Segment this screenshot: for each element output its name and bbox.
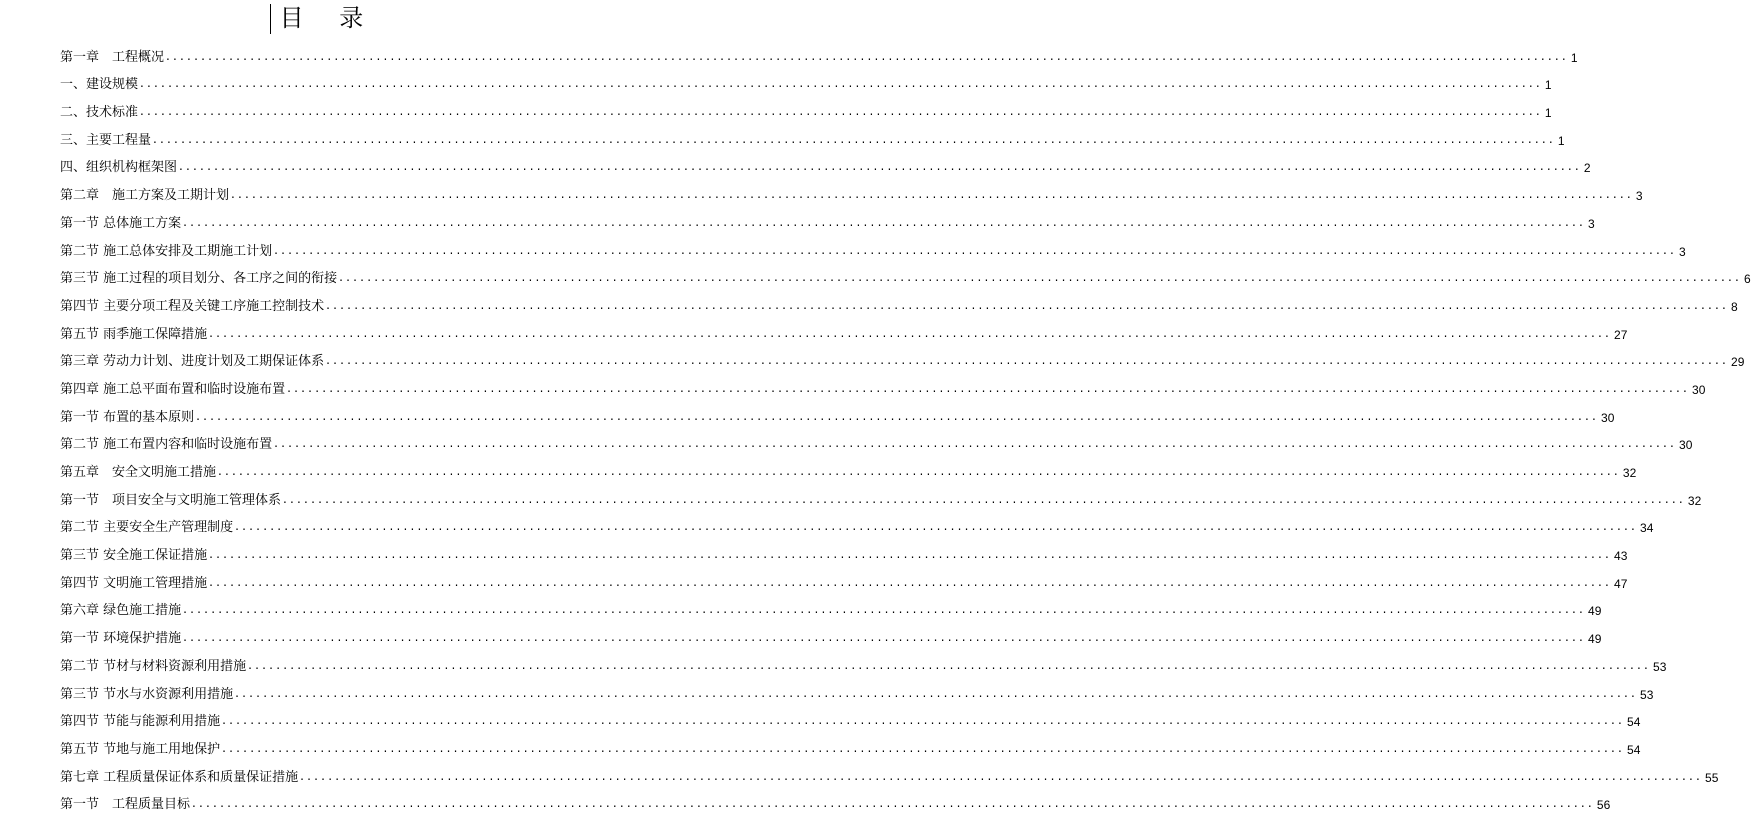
toc-entry-label: 二、技术标准 (60, 105, 139, 121)
toc-entry-label: 第四章 施工总平面布置和临时设施布置 (60, 381, 286, 397)
toc-entry-label: 第四节 节能与能源利用措施 (60, 714, 221, 730)
toc-entry-page-number: 49 (1588, 604, 1602, 619)
toc-entry[interactable] (60, 509, 1654, 537)
toc-entry-page-number: 43 (1614, 549, 1628, 564)
toc-dot-leader: ........................................................................................................................................................................................................ (339, 270, 1743, 285)
toc-entry[interactable] (60, 370, 1706, 398)
toc-entry[interactable] (60, 786, 1611, 814)
toc-dot-leader: ........................................................................................................................................................................................................ (287, 380, 1691, 395)
toc-dot-leader: ........................................................................................................................................................................................................ (248, 657, 1652, 672)
toc-entry[interactable] (60, 592, 1602, 620)
toc-dot-leader: ........................................................................................................................................................................................................ (326, 353, 1730, 368)
toc-dot-leader: ........................................................................................................................................................................................................ (196, 408, 1600, 423)
toc-entry-label: 第四节 文明施工管理措施 (60, 575, 208, 591)
toc-dot-leader: ........................................................................................................................................................................................................ (235, 685, 1639, 700)
toc-entry-label: 第五节 节地与施工用地保护 (60, 741, 221, 757)
table-of-contents (60, 38, 1751, 813)
toc-entry[interactable] (60, 703, 1641, 731)
toc-entry-page-number: 30 (1601, 410, 1615, 425)
page-title: 目 录 (279, 4, 378, 32)
toc-entry-page-number: 30 (1679, 438, 1693, 453)
toc-entry-page-number: 27 (1614, 327, 1628, 342)
toc-entry-label: 第二节 施工总体安排及工期施工计划 (60, 243, 273, 259)
toc-dot-leader: ........................................................................................................................................................................................................ (183, 214, 1587, 229)
toc-dot-leader: ........................................................................................................................................................................................................ (209, 325, 1613, 340)
toc-dot-leader: ........................................................................................................................................................................................................ (209, 547, 1613, 562)
toc-entry-label: 第二章 施工方案及工期计划 (60, 188, 230, 204)
toc-entry[interactable] (60, 121, 1565, 149)
toc-entry-page-number: 54 (1627, 742, 1641, 757)
toc-entry-label: 第三节 施工过程的项目划分、各工序之间的衔接 (60, 271, 338, 287)
toc-entry[interactable] (60, 287, 1738, 315)
toc-entry-page-number: 1 (1570, 50, 1578, 65)
toc-entry-page-number: 53 (1653, 659, 1667, 674)
toc-entry-label: 第一节 环境保护措施 (60, 631, 182, 647)
toc-entry-page-number: 2 (1583, 161, 1591, 176)
toc-entry[interactable] (60, 66, 1552, 94)
title-container (0, 2, 637, 38)
toc-entry[interactable] (60, 481, 1702, 509)
toc-entry-label: 第一节 总体施工方案 (60, 215, 182, 231)
toc-entry-label: 第一节 布置的基本原则 (60, 409, 195, 425)
toc-entry-label: 第七章 工程质量保证体系和质量保证措施 (60, 769, 299, 785)
toc-entry-label: 第三节 安全施工保证措施 (60, 548, 208, 564)
toc-entry-page-number: 49 (1588, 632, 1602, 647)
toc-entry-page-number: 53 (1640, 687, 1654, 702)
toc-entry[interactable] (60, 426, 1693, 454)
toc-entry-page-number: 1 (1544, 106, 1552, 121)
toc-dot-leader: ........................................................................................................................................................................................................ (218, 464, 1621, 478)
toc-dot-leader: ........................................................................................................................................................................................................ (183, 602, 1587, 617)
toc-entry[interactable] (60, 536, 1628, 564)
toc-entry[interactable] (60, 260, 1751, 288)
toc-dot-leader: ........................................................................................................................................................................................................ (222, 713, 1626, 728)
toc-entry-page-number: 30 (1692, 382, 1706, 397)
toc-dot-leader: ........................................................................................................................................................................................................ (153, 131, 1556, 146)
toc-entry-page-number: 54 (1627, 715, 1641, 730)
toc-entry-label: 第二节 主要安全生产管理制度 (60, 520, 234, 536)
toc-entry-label: 第三章 劳动力计划、进度计划及工期保证体系 (60, 354, 325, 370)
toc-entry-label: 三、主要工程量 (60, 132, 152, 148)
toc-entry[interactable] (60, 730, 1641, 758)
toc-entry[interactable] (60, 232, 1686, 260)
toc-entry-label: 第三节 节水与水资源利用措施 (60, 686, 234, 702)
toc-entry[interactable] (60, 564, 1628, 592)
toc-entry[interactable] (60, 453, 1637, 481)
toc-dot-leader: ........................................................................................................................................................................................................ (231, 187, 1634, 202)
toc-entry-page-number: 29 (1731, 355, 1745, 370)
toc-entry-label: 第五节 雨季施工保障措施 (60, 326, 208, 342)
toc-entry[interactable] (60, 619, 1602, 647)
toc-entry-label: 第二节 施工布置内容和临时设施布置 (60, 437, 273, 453)
toc-dot-leader: ........................................................................................................................................................................................................ (140, 76, 1543, 91)
toc-entry[interactable] (60, 93, 1552, 121)
toc-dot-leader: ........................................................................................................................................................................................................ (209, 574, 1613, 589)
toc-dot-leader: ........................................................................................................................................................................................................ (235, 519, 1639, 534)
toc-entry-label: 第六章 绿色施工措施 (60, 603, 182, 619)
toc-entry[interactable] (60, 204, 1595, 232)
toc-entry[interactable] (60, 647, 1667, 675)
toc-entry-page-number: 3 (1679, 244, 1686, 259)
toc-entry-label: 第五章 安全文明施工措施 (60, 465, 217, 480)
toc-entry-page-number: 32 (1622, 466, 1637, 480)
toc-entry-label: 一、建设规模 (60, 77, 139, 93)
toc-entry-page-number: 56 (1596, 798, 1611, 813)
toc-entry-page-number: 3 (1635, 189, 1643, 204)
toc-entry-page-number: 32 (1687, 493, 1702, 508)
toc-entry-page-number: 1 (1557, 133, 1565, 148)
toc-entry-label: 第一章 工程概况 (60, 49, 165, 65)
toc-entry-page-number: 55 (1705, 770, 1719, 785)
toc-entry[interactable] (60, 149, 1591, 177)
toc-dot-leader: ........................................................................................................................................................................................................ (283, 491, 1686, 506)
toc-dot-leader: ........................................................................................................................................................................................................ (183, 630, 1587, 645)
toc-entry[interactable] (60, 176, 1643, 204)
toc-entry-page-number: 47 (1614, 576, 1628, 591)
toc-entry[interactable] (60, 343, 1745, 371)
toc-dot-leader: ........................................................................................................................................................................................................ (300, 768, 1704, 783)
toc-dot-leader: ........................................................................................................................................................................................................ (192, 796, 1595, 811)
toc-entry-label: 四、组织机构框架图 (60, 160, 178, 176)
toc-entry[interactable] (60, 315, 1628, 343)
toc-entry[interactable] (60, 758, 1719, 786)
toc-entry[interactable] (60, 38, 1578, 66)
toc-entry-page-number: 6 (1744, 272, 1751, 287)
toc-dot-leader: ........................................................................................................................................................................................................ (222, 740, 1626, 755)
toc-entry[interactable] (60, 675, 1654, 703)
toc-entry-page-number: 34 (1640, 521, 1654, 536)
toc-entry-page-number: 3 (1588, 216, 1595, 231)
toc-entry-label: 第二节 节材与材料资源利用措施 (60, 658, 247, 674)
toc-dot-leader: ........................................................................................................................................................................................................ (140, 104, 1543, 119)
toc-dot-leader: ........................................................................................................................................................................................................ (274, 436, 1678, 451)
toc-dot-leader: ........................................................................................................................................................................................................ (274, 242, 1678, 257)
toc-entry[interactable] (60, 398, 1615, 426)
toc-entry-page-number: 1 (1544, 78, 1552, 93)
toc-entry-page-number: 8 (1731, 299, 1738, 314)
toc-dot-leader: ........................................................................................................................................................................................................ (179, 159, 1582, 174)
toc-entry-label: 第四节 主要分项工程及关键工序施工控制技术 (60, 298, 325, 314)
toc-dot-leader: ........................................................................................................................................................................................................ (166, 48, 1569, 63)
toc-dot-leader: ........................................................................................................................................................................................................ (326, 297, 1730, 312)
toc-entry-label: 第一节 工程质量目标 (60, 797, 191, 813)
toc-entry-label: 第一节 项目安全与文明施工管理体系 (60, 492, 282, 508)
